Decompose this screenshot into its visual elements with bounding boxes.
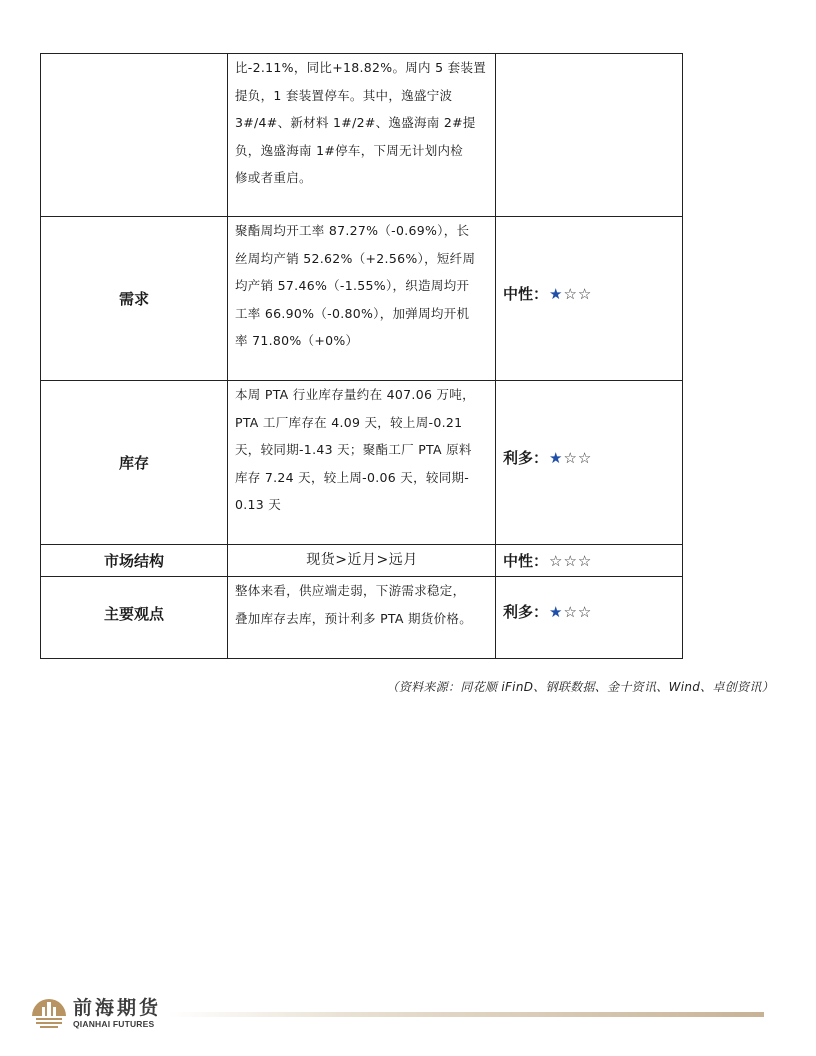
description-line: 0.13 天 [235,497,282,512]
rating-cell [496,217,683,381]
description-cell [228,54,496,217]
factor-cell: 库存 [41,381,228,545]
description-cell [228,577,496,659]
factor-cell: 市场结构 [41,545,228,577]
rating-cell [496,577,683,659]
star-rating [549,552,592,570]
description-line: 工率 66.90%（-0.80%），加弹周均开机 [235,305,470,321]
description-line: 天，较同期-1.43 天；聚酯工厂 PTA 原料 [235,442,472,457]
description-line: 负，逸盛海南 1#停车，下周无计划内检 [235,142,464,158]
rating-label: 利多： [503,603,549,621]
description-cell [228,381,496,545]
star-empty-icon: ☆ [577,602,593,621]
star-empty-icon: ☆ [577,448,593,467]
description-line: 率 71.80%（+0%） [235,333,359,348]
factor-cell [41,54,228,217]
rating-label: 中性： [503,552,549,570]
description-line: PTA 工厂库存在 4.09 天，较上周-0.21 [235,414,463,430]
footer-divider [168,1012,764,1017]
qianhai-logo-icon [30,994,68,1032]
star-rating [549,449,592,467]
description-line: 修或者重启。 [235,170,312,185]
table-row-inventory [41,381,683,545]
description-line: 3#/4#、新材料 1#/2#、逸盛海南 2#提 [235,115,476,130]
star-empty-icon: ☆ [549,551,564,570]
star-rating [549,603,592,621]
description-line: 聚酯周均开工率 87.27%（-0.69%），长 [235,223,470,238]
description-line: 本周 PTA 行业库存量约在 407.06 万吨， [235,387,475,402]
star-rating [549,285,592,303]
description-cell [228,217,496,381]
table-row-market-structure [41,545,683,577]
rating-cell [496,381,683,545]
logo-chinese-name: 前海期货 [73,996,162,1019]
rating-cell [496,545,683,577]
table-row-demand [41,217,683,381]
factor-cell: 需求 [41,217,228,381]
company-logo [30,994,161,1032]
star-empty-icon: ☆ [563,284,578,303]
star-empty-icon: ☆ [563,551,578,570]
table-row-supply [41,54,683,217]
description-line: 整体来看，供应端走弱，下游需求稳定， [235,583,466,598]
description-line: 库存 7.24 天，较上周-0.06 天，较同期- [235,469,470,485]
rating-label: 利多： [503,449,549,467]
star-empty-icon: ☆ [563,602,578,621]
star-empty-icon: ☆ [563,448,578,467]
description-line: 提负，1 套装置停车。其中，逸盛宁波 [235,87,453,103]
star-empty-icon: ☆ [577,284,593,303]
logo-english-name: QIANHAI FUTURES [73,1018,155,1029]
star-filled-icon: ★ [549,448,564,467]
description-line: 现货>近月>远月 [306,551,418,568]
factor-cell: 主要观点 [41,577,228,659]
description-cell [228,545,496,577]
star-filled-icon: ★ [549,602,564,621]
rating-label: 中性： [503,285,549,303]
data-source-note: （资料来源：同花顺 iFinD、钢联数据、金十资讯、Wind、卓创资讯） [386,680,774,694]
description-line: 丝周均产销 52.62%（+2.56%），短纤周 [235,250,476,266]
pta-fundamentals-table [40,53,683,659]
description-line: 比-2.11%，同比+18.82%。周内 5 套装置 [235,60,487,75]
rating-cell [496,54,683,217]
description-line: 叠加库存去库，预计利多 PTA 期货价格。 [235,610,473,626]
star-empty-icon: ☆ [577,551,593,570]
table-row-main-view [41,577,683,659]
description-line: 均产销 57.46%（-1.55%），织造周均开 [235,278,470,293]
star-filled-icon: ★ [549,284,564,303]
